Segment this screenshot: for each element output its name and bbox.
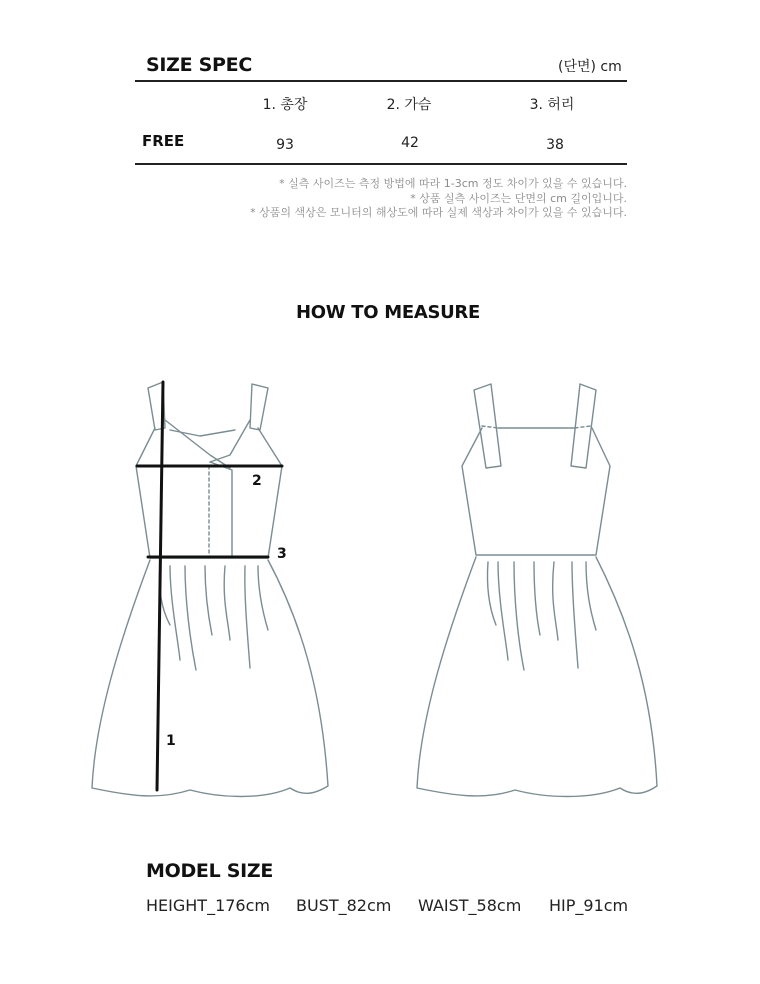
marker-3: 3 (277, 546, 287, 562)
row-label-free: FREE (142, 132, 185, 150)
marker-1: 1 (166, 733, 176, 749)
column-header-length: 1. 총장 (262, 97, 308, 113)
model-bust: BUST_82cm (296, 896, 392, 915)
back-dress-drawing (417, 384, 657, 797)
model-waist: WAIST_58cm (418, 896, 522, 915)
length-measure-line (157, 382, 163, 790)
cell-bust: 42 (401, 135, 419, 151)
marker-2: 2 (252, 473, 262, 489)
cell-waist: 38 (546, 137, 564, 153)
size-spec-title: SIZE SPEC (146, 54, 252, 76)
size-spec-unit: (단면) cm (558, 59, 622, 75)
how-to-measure-title: HOW TO MEASURE (295, 302, 480, 323)
column-header-waist: 3. 허리 (529, 97, 575, 113)
model-size-title: MODEL SIZE (146, 860, 274, 882)
cell-length: 93 (276, 137, 294, 153)
model-height: HEIGHT_176cm (146, 896, 270, 915)
model-hip: HIP_91cm (549, 896, 629, 915)
front-dress-drawing (92, 382, 328, 797)
note-line: * 상품의 색상은 모니터의 해상도에 따라 실제 색상과 차이가 있을 수 있습니다. (250, 206, 627, 220)
measurement-lines (137, 382, 282, 790)
column-header-bust: 2. 가슴 (386, 97, 432, 113)
note-line: * 실측 사이즈는 측정 방법에 따라 1-3cm 정도 차이가 있을 수 있습니다. (279, 177, 627, 190)
note-line: * 상품 실측 사이즈는 단면의 cm 길이입니다. (410, 191, 627, 205)
